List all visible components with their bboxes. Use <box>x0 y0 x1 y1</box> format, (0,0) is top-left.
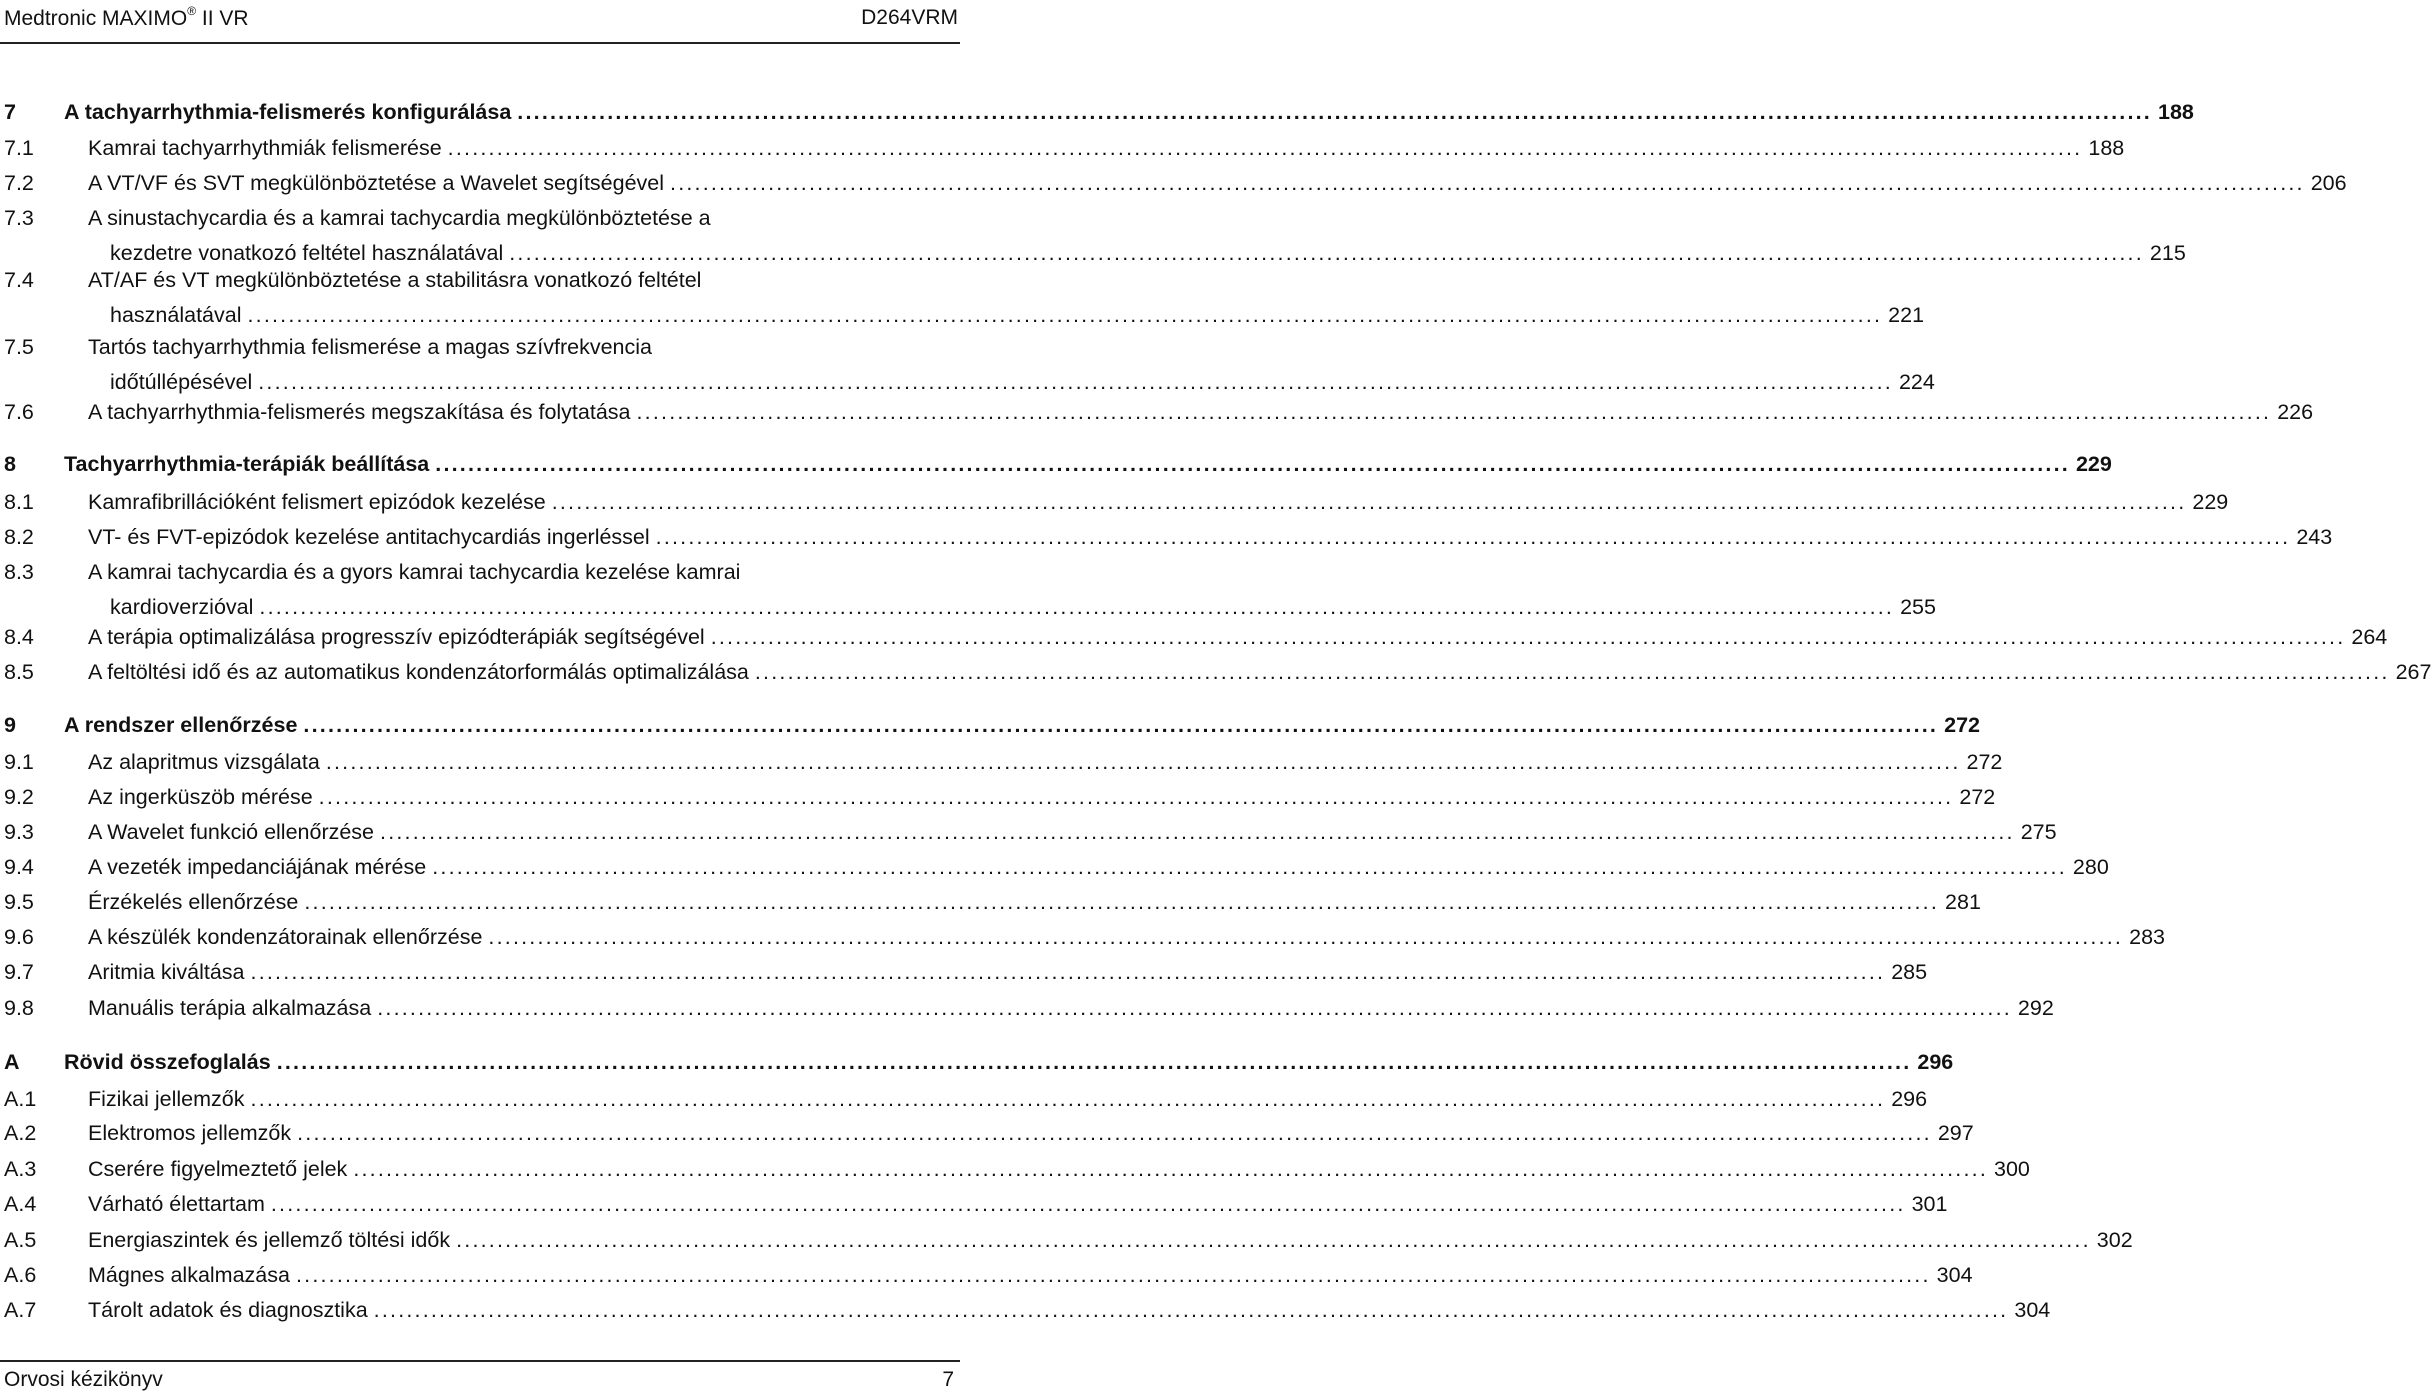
toc-entry-line <box>64 1050 1954 1075</box>
toc-entry[interactable] <box>0 1192 1948 1226</box>
toc-entry[interactable] <box>0 785 1996 819</box>
registered-mark: ® <box>187 4 197 18</box>
dot-leader: ........................................................................................................................................................................................................ <box>297 1121 1932 1145</box>
toc-entry-line <box>110 303 1925 328</box>
toc-entry-line <box>88 855 2109 880</box>
toc-entry-number: A.6 <box>4 1263 37 1287</box>
toc-entry-title: A Wavelet funkció ellenőrzése <box>88 820 375 844</box>
toc-entry-title: A tachyarrhythmia-felismerés konfigurálása <box>64 100 512 124</box>
toc-entry[interactable] <box>0 136 2125 170</box>
toc-entry-line <box>88 1121 1974 1146</box>
toc-entry-title: A készülék kondenzátorainak ellenőrzése <box>88 925 483 949</box>
toc-entry-title: Energiaszintek és jellemző töltési idők <box>88 1228 451 1252</box>
toc-entry-page: 188 <box>2088 136 2125 160</box>
toc-chapter-entry[interactable] <box>0 1050 1954 1084</box>
dot-leader: ........................................................................................................................................................................................................ <box>380 820 2015 844</box>
toc-entry[interactable] <box>0 525 2333 559</box>
toc-entry-number: A.1 <box>4 1087 37 1111</box>
dot-leader: ........................................................................................................................................................................................................ <box>655 525 2291 549</box>
toc-entry-number: 9.7 <box>4 960 34 984</box>
dot-leader: ........................................................................................................................................................................................................ <box>670 171 2305 195</box>
toc-entry-page: 272 <box>1944 713 1980 737</box>
toc-entry-title: A terápia optimalizálása progresszív epizódterápiák segítségével <box>88 625 705 649</box>
toc-entry[interactable] <box>0 1157 2030 1191</box>
footer-rule <box>0 1360 960 1362</box>
toc-entry-title-line1: A sinustachycardia és a kamrai tachycardia megkülönböztetése a <box>88 206 711 230</box>
toc-entry-line <box>88 1263 1973 1288</box>
dot-leader: ........................................................................................................................................................................................................ <box>377 996 2012 1020</box>
dot-leader: ........................................................................................................................................................................................................ <box>303 713 1939 737</box>
toc-entry[interactable] <box>0 820 2057 854</box>
toc-entry[interactable] <box>0 1263 1973 1297</box>
toc-entry-page: 296 <box>1891 1087 1928 1111</box>
toc-entry-number: 9.5 <box>4 890 34 914</box>
toc-entry-line <box>110 595 1936 620</box>
toc-entry-title: A tachyarrhythmia-felismerés megszakítása és folytatása <box>88 400 631 424</box>
toc-entry-page: 188 <box>2157 100 2194 124</box>
toc-entry-number: A.5 <box>4 1228 37 1252</box>
page-footer <box>0 1368 960 1398</box>
toc-entry-title: kezdetre vonatkozó feltétel használatával <box>110 241 504 265</box>
dot-leader: ........................................................................................................................................................................................................ <box>250 1087 1886 1111</box>
toc-entry-number: 7.1 <box>4 136 34 160</box>
toc-entry-number: 8.1 <box>4 490 34 514</box>
toc-entry-page: 283 <box>2129 925 2165 949</box>
toc-entry-title: időtúllépésével <box>110 370 253 394</box>
toc-entry-title: Az alapritmus vizsgálata <box>88 750 320 774</box>
dot-leader: ........................................................................................................................................................................................................ <box>488 925 2124 949</box>
toc-entry-title: A feltöltési idő és az automatikus kondenzátorformálás optimalizálása <box>88 660 749 684</box>
dot-leader: ........................................................................................................................................................................................................ <box>258 370 1893 394</box>
toc-entry-title: Manuális terápia alkalmazása <box>88 996 372 1020</box>
toc-entry-page: 296 <box>1917 1050 1954 1074</box>
toc-entry[interactable] <box>0 855 2109 889</box>
header-rule <box>0 42 960 44</box>
toc-entry-page: 255 <box>1900 595 1936 619</box>
toc-entry-line <box>88 785 1996 810</box>
dot-leader: ........................................................................................................................................................................................................ <box>353 1157 1988 1181</box>
toc-entry-title: Cserére figyelmeztető jelek <box>88 1157 348 1181</box>
toc-entry[interactable] <box>0 171 2347 205</box>
page-number: 7 <box>942 1368 954 1391</box>
toc-entry-page: 229 <box>2075 452 2112 476</box>
toc-entry-page: 281 <box>1945 890 1981 914</box>
toc-entry-line <box>88 400 2314 425</box>
toc-entry-number: A.4 <box>4 1192 37 1216</box>
toc-entry-page: 285 <box>1891 960 1928 984</box>
toc-entry-page: 292 <box>2017 996 2054 1020</box>
toc-entry-line <box>88 171 2347 196</box>
toc-entry-title: Aritmia kiváltása <box>88 960 245 984</box>
toc-entry[interactable] <box>0 996 2054 1030</box>
toc-entry-number: 8.3 <box>4 560 34 584</box>
toc-entry-title: Tachyarrhythmia-terápiák beállítása <box>64 452 430 476</box>
toc-entry-page: 300 <box>1994 1157 2030 1181</box>
toc-entry-title: Rövid összefoglalás <box>64 1050 271 1074</box>
toc-entry[interactable] <box>0 490 2229 524</box>
dot-leader: ........................................................................................................................................................................................................ <box>456 1228 2091 1252</box>
toc-entry-title-line1: Tartós tachyarrhythmia felismerése a magas szívfrekvencia <box>88 335 652 359</box>
toc-entry-page: 272 <box>1959 785 1996 809</box>
dot-leader: ........................................................................................................................................................................................................ <box>295 1263 1931 1287</box>
toc-entry-page: 302 <box>2096 1228 2133 1252</box>
toc-entry-number: 7.6 <box>4 400 34 424</box>
toc-entry-title: VT- és FVT-epizódok kezelése antitachycardiás ingerléssel <box>88 525 650 549</box>
toc-entry-number: 9 <box>4 713 16 737</box>
toc-entry-number: A <box>4 1050 20 1074</box>
toc-entry[interactable] <box>0 1121 1974 1155</box>
header-product <box>4 6 249 31</box>
toc-entry-title: Kamrafibrillációként felismert epizódok kezelése <box>88 490 546 514</box>
toc-entry-page: 264 <box>2351 625 2388 649</box>
toc-entry-line <box>88 625 2388 650</box>
toc-entry[interactable] <box>0 560 1936 630</box>
dot-leader: ........................................................................................................................................................................................................ <box>551 490 2187 514</box>
toc-entry-number: 9.3 <box>4 820 34 844</box>
toc-entry-title: használatával <box>110 303 242 327</box>
toc-entry[interactable] <box>0 335 1935 405</box>
toc-entry-page: 229 <box>2192 490 2229 514</box>
toc-entry-number: 8.5 <box>4 660 34 684</box>
toc-entry-number: 7.5 <box>4 335 34 359</box>
toc-entry-number: 7.2 <box>4 171 34 195</box>
toc-entry[interactable] <box>0 925 2165 959</box>
toc-entry-number: 8.2 <box>4 525 34 549</box>
toc-entry-page: 243 <box>2296 525 2333 549</box>
toc-entry-number: 9.4 <box>4 855 34 879</box>
toc-entry-line <box>88 820 2057 845</box>
toc-entry-title: A rendszer ellenőrzése <box>64 713 298 737</box>
toc-entry-page: 275 <box>2020 820 2057 844</box>
product-suffix: II VR <box>201 7 249 30</box>
toc-entry[interactable] <box>0 206 2186 276</box>
toc-entry-title-line1: A kamrai tachycardia és a gyors kamrai tachycardia kezelése kamrai <box>88 560 741 584</box>
toc-entry-page: 221 <box>1888 303 1925 327</box>
dot-leader: ........................................................................................................................................................................................................ <box>432 855 2067 879</box>
dot-leader: ........................................................................................................................................................................................................ <box>259 595 1895 619</box>
toc-entry-page: 226 <box>2277 400 2314 424</box>
toc-entry-line <box>88 890 1981 915</box>
toc-entry-page: 304 <box>2014 1298 2051 1322</box>
dot-leader: ........................................................................................................................................................................................................ <box>318 785 1954 809</box>
toc-entry[interactable] <box>0 960 1928 994</box>
toc-entry-line <box>64 452 2112 477</box>
page-header <box>0 0 960 40</box>
toc-entry-title: Tárolt adatok és diagnosztika <box>88 1298 368 1322</box>
toc-entry-title: Az ingerküszöb mérése <box>88 785 313 809</box>
toc-entry-title: Érzékelés ellenőrzése <box>88 890 299 914</box>
toc-entry-line <box>110 370 1935 395</box>
toc-entry-title: Kamrai tachyarrhythmiák felismerése <box>88 136 442 160</box>
dot-leader: ........................................................................................................................................................................................................ <box>373 1298 2009 1322</box>
toc-entry-line <box>88 525 2333 550</box>
toc-entry-line <box>64 713 1980 738</box>
footer-title: Orvosi kézikönyv <box>4 1368 163 1391</box>
toc-entry-number: 8 <box>4 452 16 476</box>
toc-entry[interactable] <box>0 625 2388 659</box>
toc-chapter-entry[interactable] <box>0 713 1980 747</box>
toc-chapter-entry[interactable] <box>0 100 2194 134</box>
dot-leader: ........................................................................................................................................................................................................ <box>636 400 2272 424</box>
toc-entry-number: A.7 <box>4 1298 37 1322</box>
toc-entry-number: 9.6 <box>4 925 34 949</box>
toc-entry-line <box>88 996 2054 1021</box>
toc-entry-page: 297 <box>1937 1121 1974 1145</box>
toc-entry-page: 304 <box>1936 1263 1973 1287</box>
toc-entry-title: A vezeték impedanciájának mérése <box>88 855 427 879</box>
toc-entry-number: A.2 <box>4 1121 37 1145</box>
dot-leader: ........................................................................................................................................................................................................ <box>250 960 1886 984</box>
dot-leader: ........................................................................................................................................................................................................ <box>247 303 1883 327</box>
toc-chapter-entry[interactable] <box>0 452 2112 486</box>
toc-entry-page: 224 <box>1898 370 1935 394</box>
toc-entry-line <box>88 1087 1928 1112</box>
toc-entry-page: 206 <box>2310 171 2347 195</box>
toc-entry-page: 215 <box>2149 241 2186 265</box>
toc-entry-title: A VT/VF és SVT megkülönböztetése a Wavelet segítségével <box>88 171 665 195</box>
toc-entry-line <box>88 1298 2051 1323</box>
toc-entry-number: 7 <box>4 100 16 124</box>
toc-entry-page: 301 <box>1911 1192 1948 1216</box>
toc-entry-line <box>88 660 2431 685</box>
toc-entry-line <box>88 1157 2030 1182</box>
toc-entry-title: kardioverzióval <box>110 595 254 619</box>
dot-leader: ........................................................................................................................................................................................................ <box>304 890 1940 914</box>
toc-entry-page: 267 <box>2395 660 2431 684</box>
toc-entry[interactable] <box>0 1298 2051 1332</box>
toc-entry-line <box>110 241 2186 266</box>
dot-leader: ........................................................................................................................................................................................................ <box>754 660 2390 684</box>
toc-entry-line <box>88 1192 1948 1217</box>
toc-entry-line <box>88 925 2165 950</box>
dot-leader: ........................................................................................................................................................................................................ <box>710 625 2346 649</box>
toc-entry-page: 280 <box>2072 855 2109 879</box>
toc-entry-line <box>88 750 2003 775</box>
toc-entry-number: 7.4 <box>4 268 34 292</box>
toc-entry-title: Fizikai jellemzők <box>88 1087 245 1111</box>
dot-leader: ........................................................................................................................................................................................................ <box>447 136 2083 160</box>
toc-entry[interactable] <box>0 1087 1928 1121</box>
header-code: D264VRM <box>861 6 958 29</box>
dot-leader: ........................................................................................................................................................................................................ <box>435 452 2070 476</box>
toc-entry-title: Elektromos jellemzők <box>88 1121 292 1145</box>
toc-entry-page: 272 <box>1966 750 2003 774</box>
toc-entry[interactable] <box>0 890 1981 924</box>
toc-entry-line <box>88 960 1928 985</box>
dot-leader: ........................................................................................................................................................................................................ <box>325 750 1961 774</box>
toc-entry[interactable] <box>0 268 1925 338</box>
toc-entry-number: 7.3 <box>4 206 34 230</box>
toc-entry-line <box>88 136 2125 161</box>
toc-entry-line <box>88 1228 2133 1253</box>
toc-entry-number: 9.1 <box>4 750 34 774</box>
dot-leader: ........................................................................................................................................................................................................ <box>509 241 2144 265</box>
toc-entry-line <box>88 490 2229 515</box>
toc-entry-title-line1: AT/AF és VT megkülönböztetése a stabilitásra vonatkozó feltétel <box>88 268 702 292</box>
toc-entry[interactable] <box>0 400 2314 434</box>
dot-leader: ........................................................................................................................................................................................................ <box>276 1050 1912 1074</box>
product-name: Medtronic MAXIMO <box>4 7 188 30</box>
toc-entry[interactable] <box>0 750 2003 784</box>
toc-entry[interactable] <box>0 660 2431 694</box>
dot-leader: ........................................................................................................................................................................................................ <box>270 1192 1906 1216</box>
toc-entry-title: Várható élettartam <box>88 1192 265 1216</box>
toc-entry[interactable] <box>0 1228 2133 1262</box>
toc-entry-title: Mágnes alkalmazása <box>88 1263 290 1287</box>
toc-entry-number: 9.2 <box>4 785 34 809</box>
dot-leader: ........................................................................................................................................................................................................ <box>517 100 2152 124</box>
toc-entry-number: 9.8 <box>4 996 34 1020</box>
toc-entry-number: 8.4 <box>4 625 34 649</box>
toc-entry-line <box>64 100 2194 125</box>
toc-entry-number: A.3 <box>4 1157 37 1181</box>
